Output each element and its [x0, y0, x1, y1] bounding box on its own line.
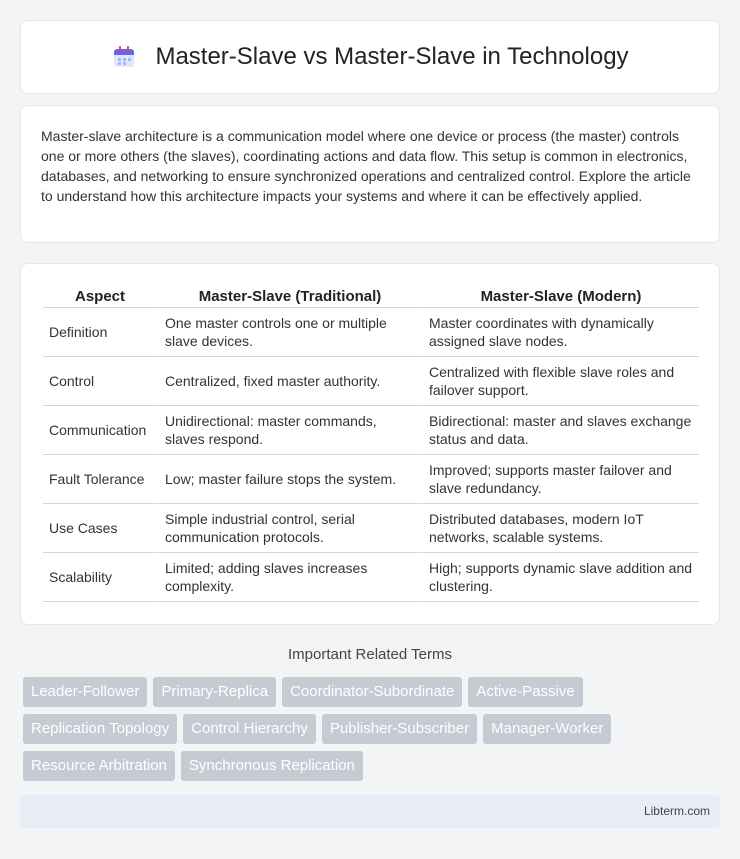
row-traditional: Unidirectional: master commands, slaves respond. [157, 406, 421, 455]
header-traditional: Master-Slave (Traditional) [157, 286, 421, 308]
row-aspect: Control [43, 357, 157, 406]
row-traditional: Limited; adding slaves increases complexity. [157, 553, 421, 602]
intro-card [20, 105, 720, 243]
row-traditional: Low; master failure stops the system. [157, 455, 421, 504]
table-row [43, 357, 699, 406]
related-term-tag[interactable]: Coordinator-Subordinate [282, 677, 462, 707]
comparison-table-card [20, 263, 720, 625]
intro-text: Master-slave architecture is a communication model where one device or process (the master) controls one or more others (the slaves), coordinating actions and data flow. This setup is common in electronics, databases, and networking to ensure synchronized operations and centralized control. Explore the article to understand how this architecture impacts your systems and where it can be effectively applied. [41, 128, 691, 204]
table-row [43, 406, 699, 455]
row-modern: High; supports dynamic slave addition and clustering. [421, 553, 699, 602]
related-term-tag[interactable]: Leader-Follower [23, 677, 147, 707]
row-traditional: One master controls one or multiple slave devices. [157, 308, 421, 357]
header-aspect: Aspect [43, 286, 157, 308]
related-term-tag[interactable]: Primary-Replica [153, 677, 276, 707]
row-aspect: Communication [43, 406, 157, 455]
row-modern: Improved; supports master failover and slave redundancy. [421, 455, 699, 504]
row-modern: Distributed databases, modern IoT networks, scalable systems. [421, 504, 699, 553]
row-aspect: Fault Tolerance [43, 455, 157, 504]
row-modern: Centralized with flexible slave roles and failover support. [421, 357, 699, 406]
table-row [43, 553, 699, 602]
related-terms-title: Important Related Terms [288, 646, 452, 663]
row-traditional: Simple industrial control, serial communication protocols. [157, 504, 421, 553]
row-aspect: Scalability [43, 553, 157, 602]
footer [20, 795, 720, 828]
related-terms-list [23, 677, 723, 781]
calendar-icon [111, 44, 137, 70]
table-header-row [43, 286, 699, 308]
header-modern: Master-Slave (Modern) [421, 286, 699, 308]
related-term-tag[interactable]: Control Hierarchy [183, 714, 316, 744]
related-term-tag[interactable]: Publisher-Subscriber [322, 714, 477, 744]
related-term-tag[interactable]: Manager-Worker [483, 714, 611, 744]
related-term-tag[interactable]: Active-Passive [468, 677, 582, 707]
comparison-table [43, 286, 699, 602]
related-term-tag[interactable]: Resource Arbitration [23, 751, 175, 781]
table-row [43, 455, 699, 504]
related-term-tag[interactable]: Replication Topology [23, 714, 177, 744]
page-title: Master-Slave vs Master-Slave in Technology [155, 43, 629, 70]
row-modern: Master coordinates with dynamically assigned slave nodes. [421, 308, 699, 357]
header-card [20, 20, 720, 94]
table-row [43, 308, 699, 357]
table-row [43, 504, 699, 553]
row-traditional: Centralized, fixed master authority. [157, 357, 421, 406]
row-modern: Bidirectional: master and slaves exchange status and data. [421, 406, 699, 455]
row-aspect: Use Cases [43, 504, 157, 553]
row-aspect: Definition [43, 308, 157, 357]
footer-site-link[interactable]: Libterm.com [643, 804, 710, 818]
related-term-tag[interactable]: Synchronous Replication [181, 751, 363, 781]
